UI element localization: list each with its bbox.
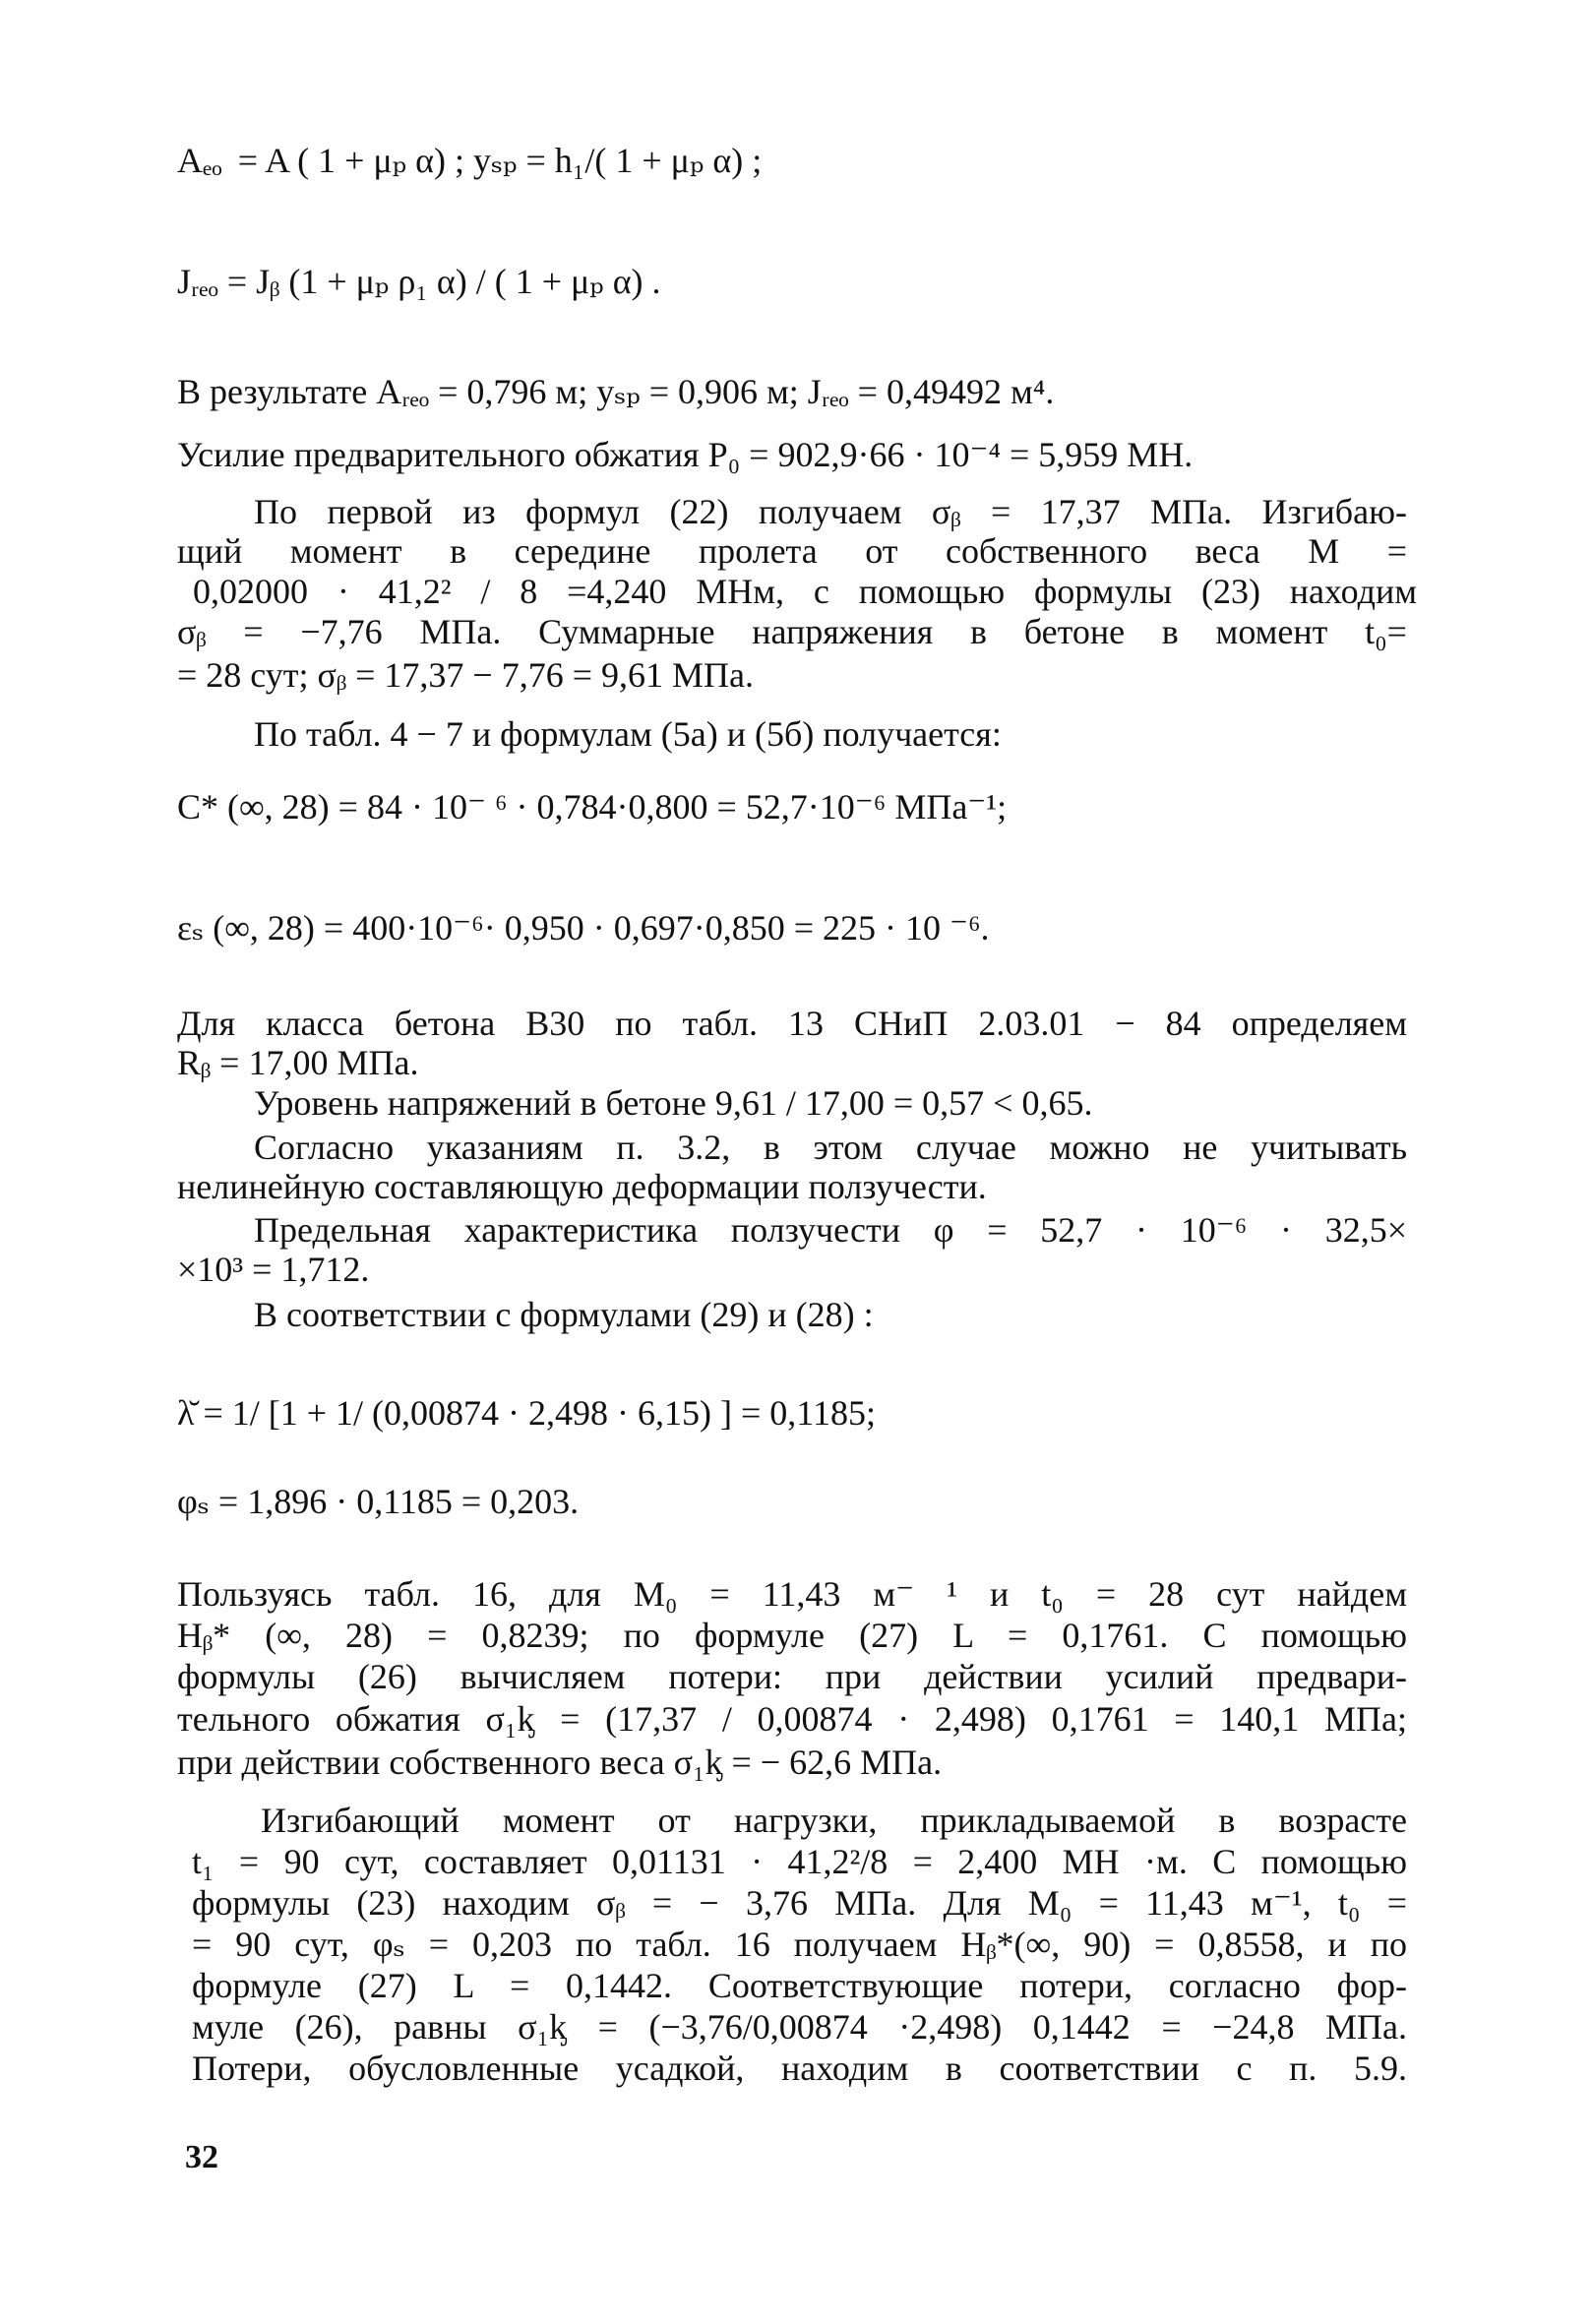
text-line: тельного обжатия σ₁ᶄ = (17,37 / 0,00874 · 2,498) 0,1761 = 140,1 МПа;	[177, 1699, 1407, 1739]
text-line: t₁ = 90 сут, составляет 0,01131 · 41,2²/8 = 2,400 МН ·м. С помощью	[192, 1842, 1407, 1881]
text-line: = 28 сут; σᵦ = 17,37 − 7,76 = 9,61 МПа.	[177, 655, 755, 695]
text-line: σᵦ = −7,76 МПа. Суммарные напряжения в бетоне в момент t₀=	[177, 612, 1407, 651]
text-line: Rᵦ = 17,00 МПа.	[177, 1043, 419, 1082]
text-line: = 90 сут, φₛ = 0,203 по табл. 16 получаем Hᵦ*(∞, 90) = 0,8558, и по	[192, 1925, 1407, 1964]
formula-line: εₛ (∞, 28) = 400·10⁻⁶· 0,950 · 0,697·0,850 = 225 · 10 ⁻⁶.	[177, 908, 990, 948]
formula-line: Jᵣₑₒ = Jᵦ (1 + μₚ ρ₁ α) / ( 1 + μₚ α) .	[177, 262, 661, 301]
formula-line: λ̆ = 1/ [1 + 1/ (0,00874 · 2,498 · 6,15) ] = 0,1185;	[177, 1393, 876, 1433]
text-line: щий момент в середине пролета от собственного веса M =	[177, 531, 1407, 571]
text-line: нелинейную составляющую деформации ползучести.	[177, 1167, 987, 1206]
text-line: В результате Aᵣₑₒ = 0,796 м; yₛₚ = 0,906 м; Jᵣₑₒ = 0,49492 м⁴.	[177, 372, 1055, 411]
text-line: формулы (26) вычисляем потери: при действии усилий предвари-	[177, 1657, 1407, 1696]
text-line: при действии собственного веса σ₁ᶄ = − 62,6 МПа.	[177, 1743, 943, 1782]
text-line: По табл. 4 − 7 и формулам (5а) и (5б) получается:	[254, 714, 1002, 754]
text-line: ×10³ = 1,712.	[177, 1250, 370, 1289]
text-line: Предельная характеристика ползучести φ = 52,7 · 10⁻⁶ · 32,5×	[254, 1210, 1407, 1250]
text-line: В соответствии с формулами (29) и (28) :	[254, 1295, 874, 1334]
text-line: формуле (27) L = 0,1442. Соответствующие потери, согласно фор-	[192, 1966, 1407, 2005]
text-line: По первой из формул (22) получаем σᵦ = 17,37 МПа. Изгибаю-	[254, 492, 1407, 531]
text-line: Пользуясь табл. 16, для M₀ = 11,43 м⁻ ¹ и t₀ = 28 сут найдем	[177, 1574, 1407, 1614]
text-line: Изгибающий момент от нагрузки, прикладываемой в возрасте	[261, 1801, 1407, 1840]
text-line: Потери, обусловленные усадкой, находим в соответствии с п. 5.9.	[192, 2049, 1407, 2088]
text-line: Hᵦ* (∞, 28) = 0,8239; по формуле (27) L = 0,1761. С помощью	[177, 1616, 1407, 1655]
formula-line: φₛ = 1,896 · 0,1185 = 0,203.	[177, 1482, 580, 1521]
text-line: Усилие предварительного обжатия P₀ = 902,9·66 · 10⁻⁴ = 5,959 МН.	[177, 435, 1194, 474]
formula-line: C* (∞, 28) = 84 · 10⁻ ⁶ · 0,784·0,800 = 52,7·10⁻⁶ МПа⁻¹;	[177, 787, 1008, 826]
text-line: Согласно указаниям п. 3.2, в этом случае можно не учитывать	[254, 1128, 1407, 1167]
text-line: формулы (23) находим σᵦ = − 3,76 МПа. Для M₀ = 11,43 м⁻¹, t₀ =	[192, 1883, 1407, 1923]
text-line: 0,02000 · 41,2² / 8 =4,240 МНм, с помощью формулы (23) находим	[193, 572, 1417, 611]
page-number: 32	[185, 2139, 218, 2175]
text-line: Для класса бетона B30 по табл. 13 СНиП 2.03.01 − 84 определяем	[177, 1004, 1407, 1043]
formula-line: Aₑₒ = A ( 1 + μₚ α) ; yₛₚ = h₁/( 1 + μₚ α) ;	[177, 141, 763, 180]
text-line: муле (26), равны σ₁ᶄ = (−3,76/0,00874 ·2,498) 0,1442 = −24,8 МПа.	[192, 2007, 1407, 2047]
text-line: Уровень напряжений в бетоне 9,61 / 17,00 = 0,57 < 0,65.	[254, 1083, 1093, 1123]
